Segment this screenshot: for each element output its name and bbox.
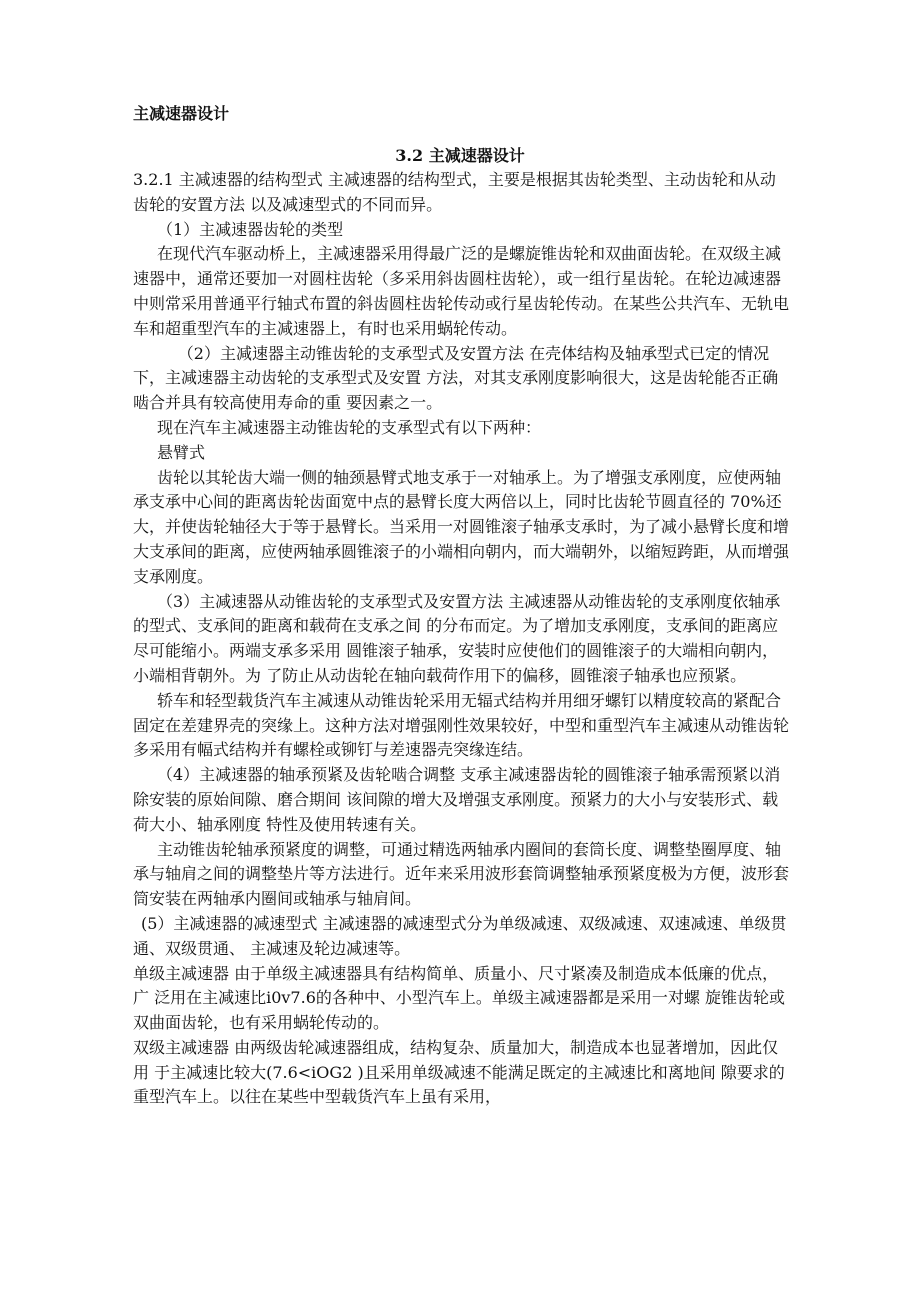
paragraph-support-types-intro: 现在汽车主减速器主动锥齿轮的支承型式有以下两种： <box>157 417 542 437</box>
paragraph-reduction-types: (5）主减速器的减速型式 主减速器的减速型式分为单级减速、双级减速、双速减速、单级贯通、双级贯通、 主减速及轮边减速等。 <box>133 913 787 958</box>
paragraph-structure-intro: 3.2.1 主减速器的结构型式 主减速器的结构型式，主要是根据其齿轮类型、主动齿轮和从动齿轮的安置方法 以及减速型式的不同而异。 <box>133 170 776 214</box>
subheading-gear-types: （1）主减速器齿轮的类型 <box>157 219 344 239</box>
section-heading: 3.2 主减速器设计 <box>395 146 525 165</box>
paragraph-single-stage: 单级主减速器 由于单级主减速器具有结构简单、质量小、尺寸紧凑及制造成本低廉的优点，广 泛用在主减速比i0v7.6的各种中、小型汽车上。单级主减速器都是采用一对螺 旋锥齿轮或双曲面齿轮，也有采用蜗轮传动的。 <box>133 963 785 1033</box>
paragraph-drive-gear-support: （2）主减速器主动锥齿轮的支承型式及安置方法 在壳体结构及轴承型式已定的情况下，主减速器主动齿轮的支承型式及安置 方法，对其支承刚度影响很大，这是齿轮能否正确啮合并具有较高使用寿命的重 要因素之一。 <box>133 343 779 413</box>
subheading-cantilever: 悬臂式 <box>157 442 206 462</box>
paragraph-double-stage: 双级主减速器 由两级齿轮减速器组成，结构复杂、质量加大，制造成本也显著增加，因此仅用 于主减速比较大(7.6<iOG2 )且采用单级减速不能满足既定的主减速比和离地间 隙要求的重型汽车上。以往在某些中型载货汽车上虽有采用， <box>133 1037 785 1107</box>
paragraph-bearing-preload: （4）主减速器的轴承预紧及齿轮啮合调整 支承主减速器齿轮的圆锥滚子轴承需预紧以消除安装的原始间隙、磨合期间 该间隙的增大及增强支承刚度。预紧力的大小与安装形式、载荷大小、轴承刚度 特性及使用转速有关。 <box>133 765 781 834</box>
document-title: 主减速器设计 <box>133 104 230 123</box>
paragraph-driven-gear-support: （3）主减速器从动锥齿轮的支承型式及安置方法 主减速器从动锥齿轮的支承刚度依轴承的型式、支承间的距离和载荷在支承之间 的分布而定。为了增加支承刚度，支承间的距离应尽可能缩小。两端支承多采用 圆锥滚子轴承，安装时应使他们的圆锥滚子的大端相向朝内，小端相背朝外。为 了防止从动齿轮在轴向载荷作用下的偏移，圆锥滚子轴承也应预紧。 <box>133 591 781 685</box>
paragraph-gear-types: 在现代汽车驱动桥上，主减速器采用得最广泛的是螺旋锥齿轮和双曲面齿轮。在双级主减速器中，通常还要加一对圆柱齿轮（多采用斜齿圆柱齿轮），或一组行星齿轮。在轮边减速器中则常采用普通平行轴式布置的斜齿圆柱齿轮传动或行星齿轮传动。在某些公共汽车、无轨电车和超重型汽车的主减速器上，有时也采用蜗轮传动。 <box>133 244 790 338</box>
paragraph-car-driven-gear: 轿车和轻型载货汽车主减速从动锥齿轮采用无辐式结构并用细牙螺钉以精度较高的紧配合固定在差建界壳的突缘上。这种方法对增强刚性效果较好，中型和重型汽车主减速从动锥齿轮多采用有幅式结构并有螺栓或铆钉与差速器壳突缘连结。 <box>133 690 790 760</box>
paragraph-cantilever: 齿轮以其轮齿大端一侧的轴颈悬臂式地支承于一对轴承上。为了增强支承刚度，应使两轴承支承中心间的距离齿轮齿面宽中点的悬臂长度大两倍以上，同时比齿轮节圆直径的 70%还大，并使齿轮轴径大于等于悬臂长。当采用一对圆锥滚子轴承支承时，为了减小悬臂长度和增大支承间的距离，应使两轴承圆锥滚子的小端相向朝内，而大端朝外，以缩短跨距，从而增强支承刚度。 <box>133 467 790 586</box>
paragraph-preload-adjustment: 主动锥齿轮轴承预紧度的调整，可通过精选两轴承内圈间的套筒长度、调整垫圈厚度、轴承与轴肩之间的调整垫片等方法进行。近年来采用波形套筒调整轴承预紧度极为方便，波形套筒安装在两轴承内圈间或轴承与轴肩间。 <box>133 839 790 909</box>
document-body <box>133 168 791 1110</box>
